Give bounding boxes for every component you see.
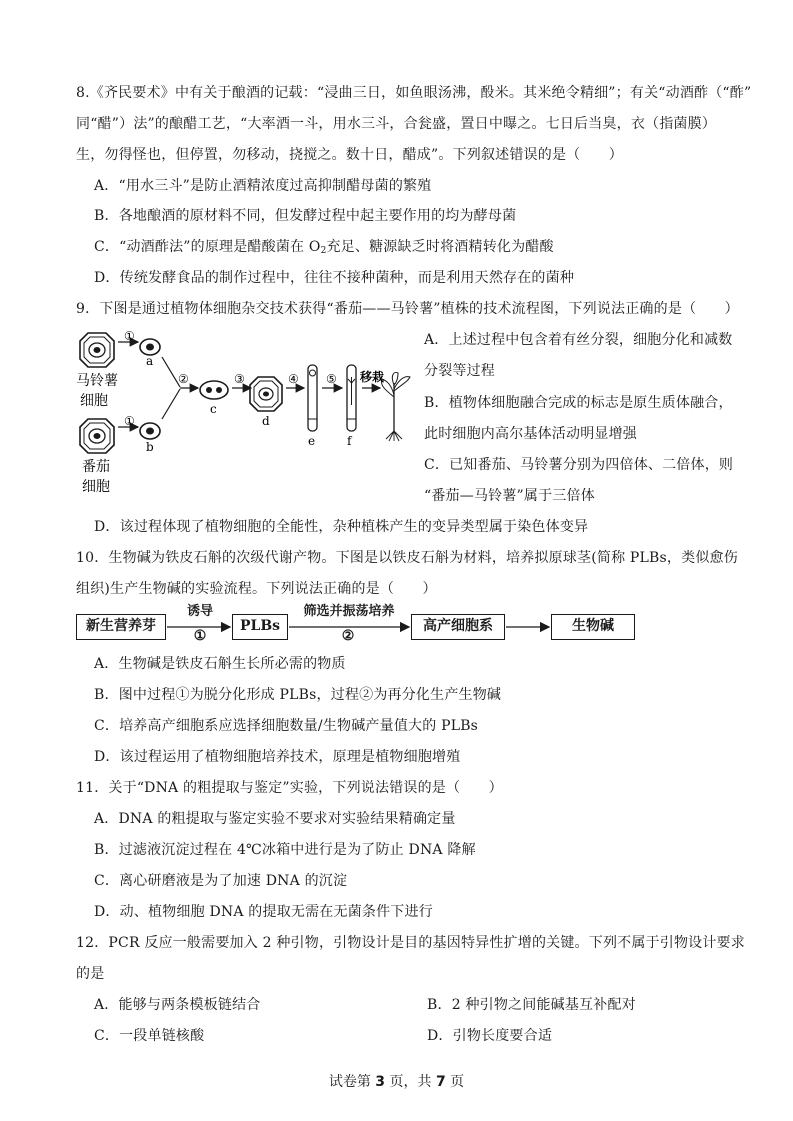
- flow-arrow1-num: ①: [193, 628, 207, 644]
- potato-label-2: 细胞: [80, 393, 108, 409]
- q8-option-c: [94, 237, 744, 257]
- tube-f-shape: [347, 365, 356, 431]
- diagram-label-e: e: [308, 434, 316, 448]
- q10-flow-chart: [76, 606, 726, 648]
- q11-option-b: B．过滤液沉淀过程在 4℃冰箱中进行是为了防止 DNA 降解: [94, 842, 476, 858]
- protoplast-a-shape: [140, 339, 160, 355]
- q12-option-a: A．能够与两条模板链结合: [94, 997, 261, 1013]
- diagram-step-4: ④: [288, 372, 299, 386]
- diagram-step-5: ⑤: [326, 372, 337, 386]
- q8-line-1: 8.《齐民要术》中有关于酿酒的记载：“浸曲三日，如鱼眼汤沸，酘米。其米绝令精细”；有关“动酒酢（“酢”: [76, 85, 752, 101]
- q11-option-d: D．动、植物细胞 DNA 的提取无需在无菌条件下进行: [94, 904, 433, 920]
- flow-arrow1-label: 诱导: [186, 604, 213, 619]
- tomato-cell-shape: [80, 419, 114, 453]
- q10-option-b: B．图中过程①为脱分化形成 PLBs，过程②为再分化生产生物碱: [94, 687, 502, 703]
- q9-diagram: [76, 327, 416, 497]
- diagram-transplant-label: 移栽: [360, 370, 385, 384]
- q9-flow-svg: [76, 327, 416, 497]
- q9-option-b-line-1: B．植物体细胞融合完成的标志是原生质体融合，: [424, 395, 733, 411]
- q9-option-c-line-2: “番茄—马铃薯”属于三倍体: [424, 488, 595, 504]
- fused-cell-c-shape: [200, 381, 228, 399]
- q12-option-d: D．引物长度要合适: [427, 1028, 553, 1044]
- diagram-label-c: c: [210, 402, 217, 416]
- tomato-label-1: 番茄: [82, 459, 110, 475]
- tomato-label-2: 细胞: [82, 479, 110, 495]
- q12-line-1: 12．PCR 反应一般需要加入 2 种引物，引物设计是目的基因特异性扩增的关键。下列不属于引物设计要求: [76, 935, 745, 951]
- protoplast-b-shape: [140, 423, 160, 439]
- tube-e-shape: [308, 365, 317, 431]
- q10-line-2: 组织)生产生物碱的实验流程。下列说法正确的是（ ）: [76, 581, 437, 597]
- q10-line-1: 10．生物碱为铁皮石斛的次级代谢产物。下图是以铁皮石斛为材料，培养拟原球茎(简称 PLBs，类似愈伤: [76, 550, 738, 566]
- q8-line-3: 生，勿得怪也，但停置，勿移动，挠搅之。数十日，醋成”。下列叙述错误的是（ ）: [76, 147, 623, 163]
- q8-option-c-pre: C．“动酒酢法”的原理是醋酸菌在 O: [94, 239, 321, 255]
- potato-label-1: 马铃薯: [76, 373, 118, 389]
- diagram-step-3: ③: [234, 372, 245, 386]
- q11-option-a: A．DNA 的粗提取与鉴定实验不要求对实验结果精确定量: [94, 811, 456, 827]
- diagram-label-f: f: [347, 434, 352, 448]
- footer-mid: 页，共: [385, 1074, 436, 1090]
- q9-option-b-line-2: 此时细胞内高尔基体活动明显增强: [424, 426, 637, 442]
- q10-option-c: C．培养高产细胞系应选择细胞数量/生物碱产量值大的 PLBs: [94, 718, 479, 734]
- q8-option-d: D．传统发酵食品的制作过程中，往往不接种菌种，而是利用天然存在的菌种: [94, 270, 575, 286]
- q8-option-a: A．“用水三斗”是防止酒精浓度过高抑制醋母菌的繁殖: [94, 178, 432, 194]
- diagram-step-1a: ①: [124, 329, 135, 343]
- footer-pre: 试卷第: [328, 1074, 376, 1090]
- flow-box-buds: 新生营养芽: [76, 614, 166, 640]
- q10-option-a: A．生物碱是铁皮石斛生长所必需的物质: [94, 656, 346, 672]
- diagram-label-a: a: [146, 354, 154, 368]
- q9-option-d: D．该过程体现了植物细胞的全能性，杂种植株产生的变异类型属于染色体变异: [94, 519, 589, 535]
- q11-line-1: 11．关于“DNA 的粗提取与鉴定”实验，下列说法错误的是（ ）: [76, 780, 503, 796]
- potato-cell-shape: [80, 333, 114, 367]
- page-footer: [0, 1072, 793, 1092]
- footer-post: 页: [445, 1074, 465, 1090]
- q9-option-a-line-1: A．上述过程中包含着有丝分裂，细胞分化和减数: [424, 332, 733, 348]
- flow-arrow2-num: ②: [341, 628, 355, 644]
- q12-option-c: C．一段单链核酸: [94, 1028, 205, 1044]
- q8-option-b: B．各地酿酒的原材料不同，但发酵过程中起主要作用的均为酵母菌: [94, 208, 517, 224]
- q8-option-c-post: 充足、糖源缺乏时将酒精转化为醋酸: [326, 239, 554, 255]
- flow-box-plbs: PLBs: [232, 614, 288, 640]
- diagram-step-2: ②: [178, 372, 189, 386]
- diagram-label-d: d: [262, 414, 270, 428]
- q9-option-a-line-2: 分裂等过程: [424, 363, 495, 379]
- q10-option-d: D．该过程运用了植物细胞培养技术，原理是植物细胞增殖: [94, 749, 461, 765]
- merge-line-bottom: [162, 389, 180, 419]
- diagram-step-1b: ①: [124, 414, 135, 428]
- q12-line-2: 的是: [76, 966, 105, 982]
- footer-page-number: 3: [375, 1074, 386, 1090]
- diagram-label-b: b: [146, 440, 154, 454]
- q9-line-1: 9．下图是通过植物体细胞杂交技术获得“番茄——马铃薯”植株的技术流程图，下列说法正确的是（ ）: [76, 301, 739, 317]
- footer-total-pages: 7: [435, 1074, 446, 1090]
- q9-option-c-line-1: C．已知番茄、马铃薯分别为四倍体、二倍体，则: [424, 457, 734, 473]
- q11-option-c: C．离心研磨液是为了加速 DNA 的沉淀: [94, 873, 348, 889]
- flow-box-cell-line: 高产细胞系: [411, 614, 505, 640]
- hybrid-cell-d-shape: [250, 377, 282, 411]
- plant-shape: [382, 373, 411, 442]
- q12-option-b: B．2 种引物之间能碱基互补配对: [427, 997, 636, 1013]
- q8-option-c-sub: 2: [320, 246, 327, 256]
- flow-box-alkaloid: 生物碱: [551, 614, 635, 640]
- q8-line-2: 同“醋”）法”的酿醋工艺，“大率酒一斗，用水三斗，合瓮盛，置日中曝之。七日后当臭，衣（指菌膜）: [76, 116, 717, 132]
- flow-arrow2-label: 筛选并振荡培养: [303, 604, 395, 619]
